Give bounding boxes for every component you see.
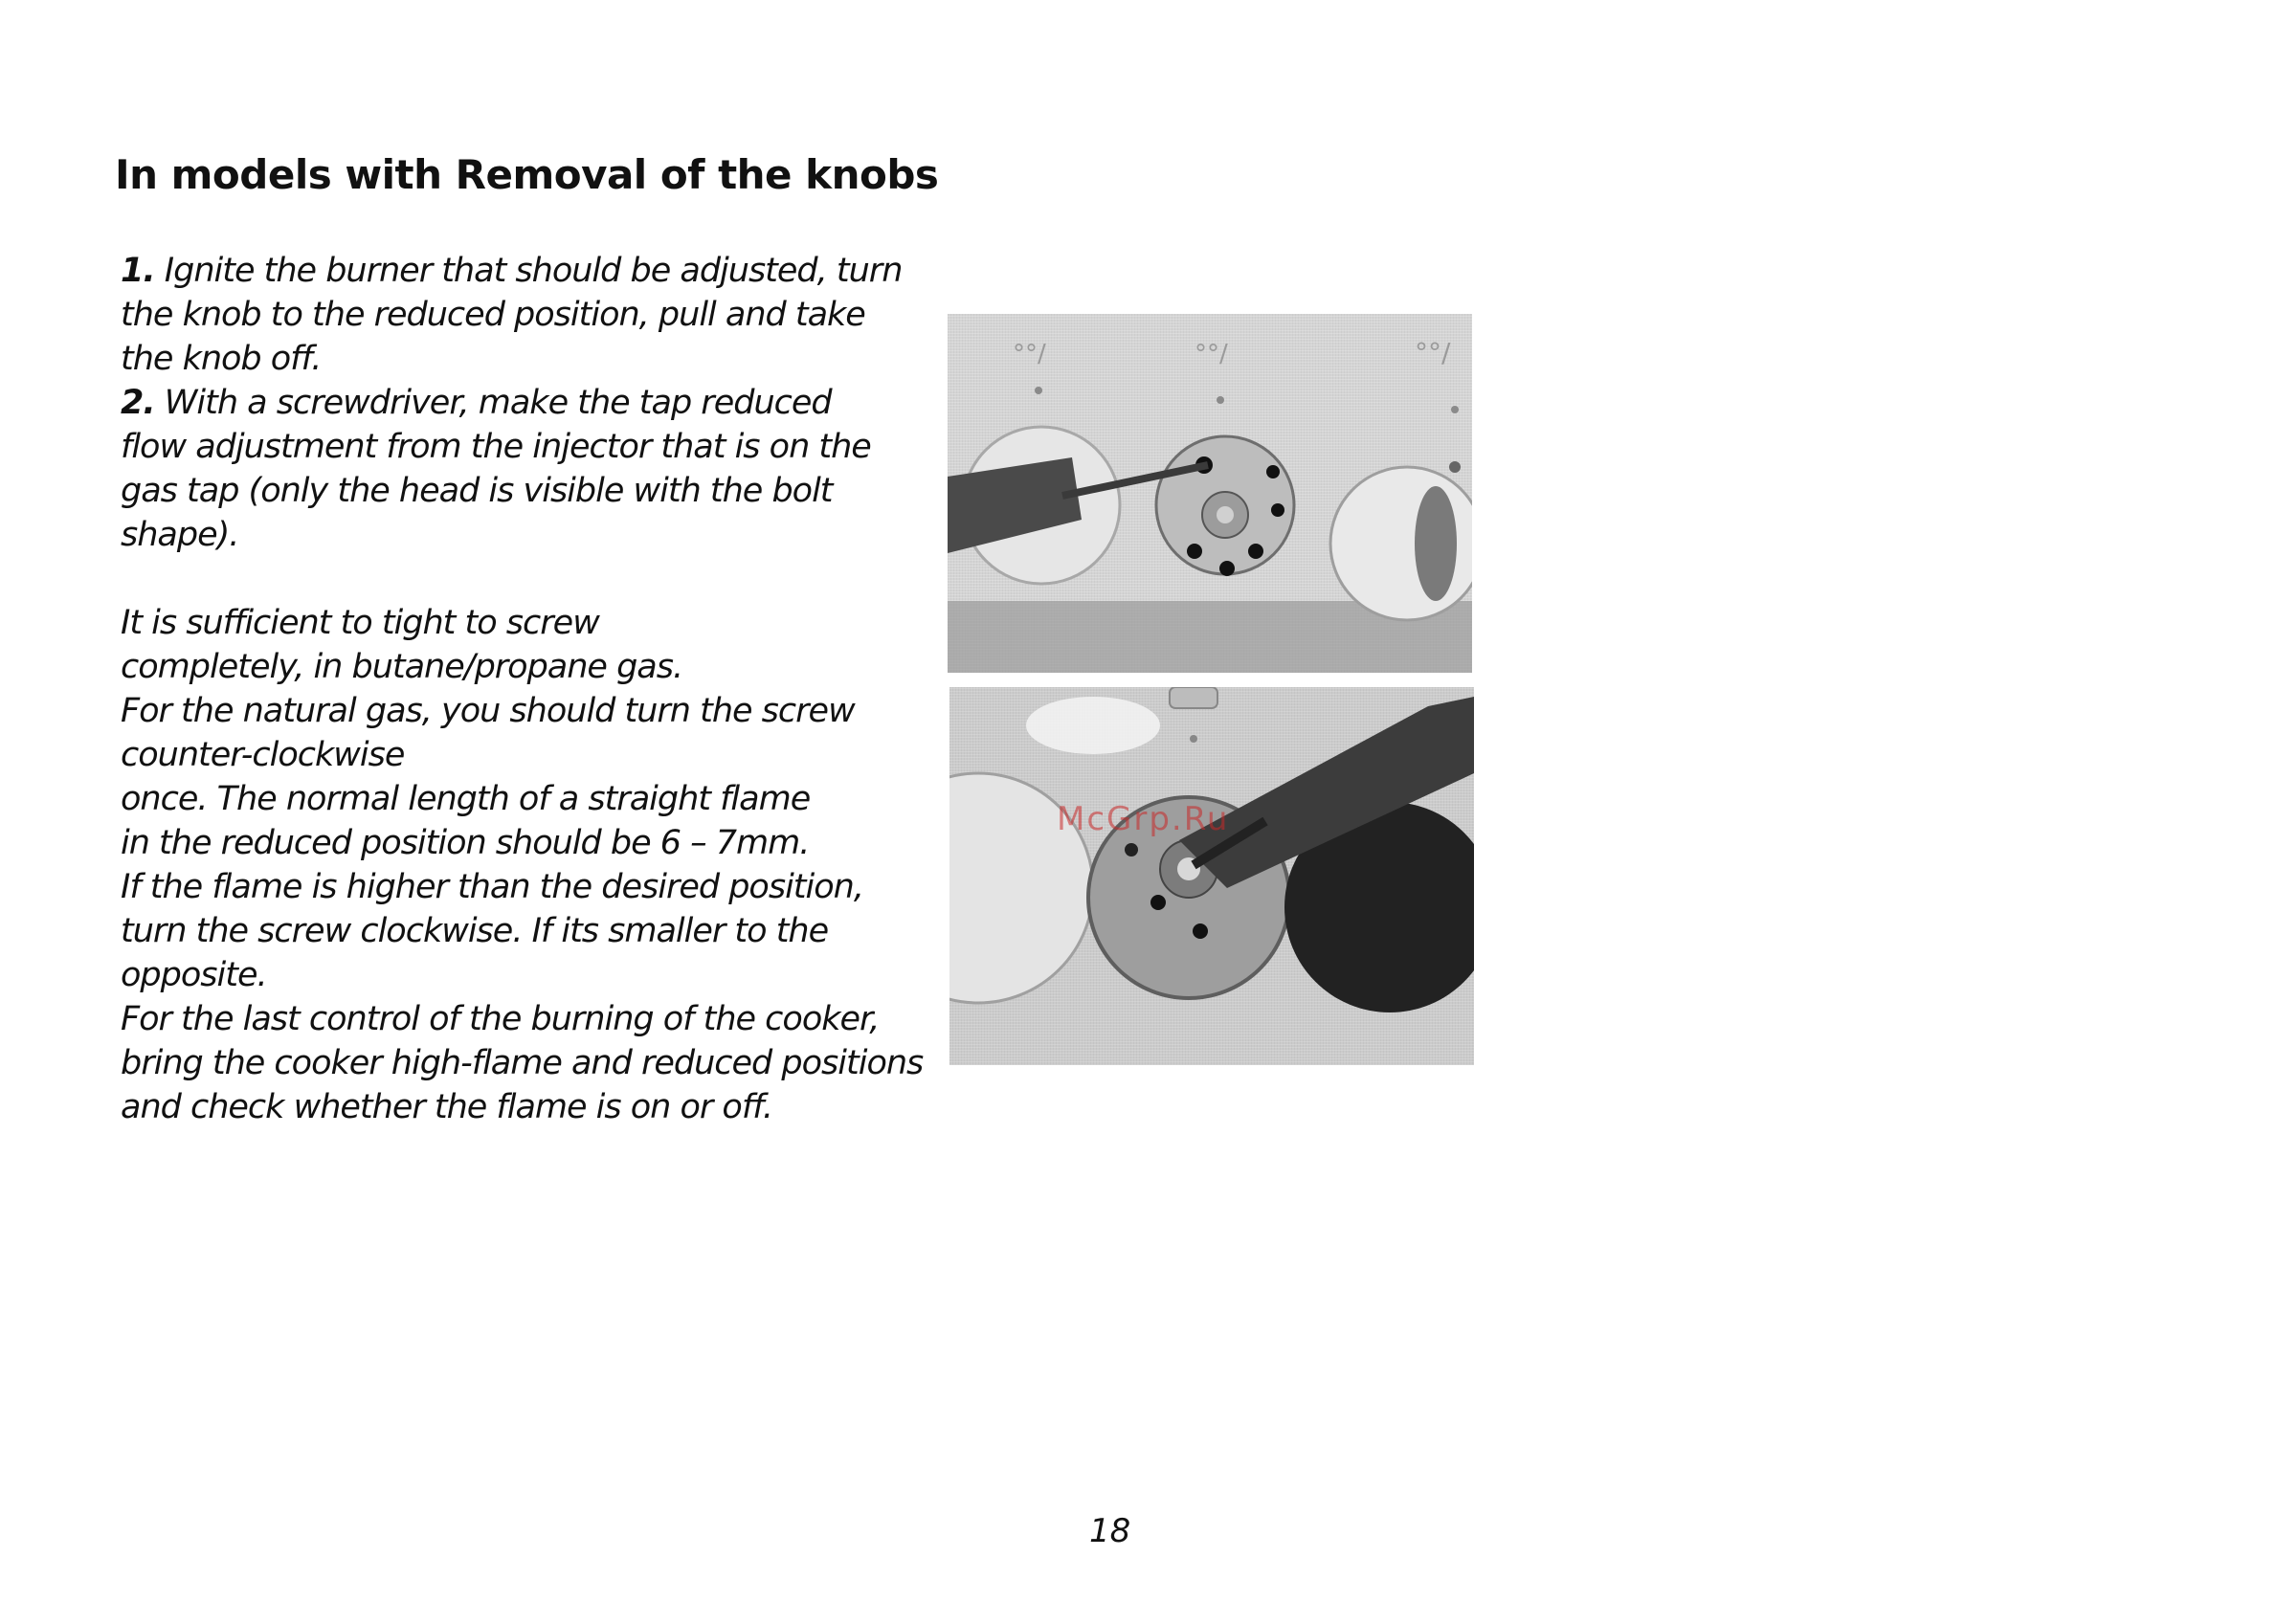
note-line: and check whether the flame is on or off.: [121, 1088, 772, 1126]
note-line: turn the screw clockwise. If its smaller to the: [121, 912, 829, 950]
note-line: completely, in butane/propane gas.: [121, 648, 683, 686]
step-1-line: the knob to the reduced position, pull and take: [121, 296, 865, 334]
note-line: For the last control of the burning of the cooker,: [121, 1000, 880, 1038]
note-line: For the natural gas, you should turn the screw: [121, 692, 855, 730]
page-number: 18: [1089, 1512, 1131, 1550]
step-2-line: 2. With a screwdriver, make the tap reduced: [121, 384, 832, 422]
paragraph-gap: [121, 557, 886, 601]
note-line: once. The normal length of a straight flame: [121, 780, 811, 818]
note-line: in the reduced position should be 6 – 7mm.: [121, 824, 810, 862]
note-line: bring the cooker high-flame and reduced positions: [121, 1044, 924, 1082]
note-line: It is sufficient to tight to screw: [121, 604, 599, 642]
step-2-line: shape).: [121, 516, 239, 554]
step-2-line: flow adjustment from the injector that is on the: [121, 428, 871, 466]
knob-removal-illustration: [948, 314, 1472, 673]
page-heading: In models with Removal of the knobs: [115, 151, 939, 198]
svg-text:°°/: °°/: [1195, 340, 1228, 368]
step-2-line: gas tap (only the head is visible with the bolt: [121, 472, 833, 510]
step-1-line: the knob off.: [121, 340, 322, 378]
svg-text:°°/: °°/: [1013, 340, 1046, 368]
step-2-number: 2.: [121, 384, 155, 422]
watermark: McGrp.Ru: [1057, 800, 1230, 838]
note-line: counter-clockwise: [121, 736, 405, 774]
step-1-line: 1. Ignite the burner that should be adjusted, turn: [121, 252, 903, 290]
screw-adjustment-photo: [949, 687, 1474, 1065]
instructions-text: [121, 249, 924, 1129]
svg-text:°°/: °°/: [1415, 337, 1451, 368]
step-1-number: 1.: [121, 252, 155, 290]
knob-removal-photo: [948, 314, 1472, 673]
screw-adjustment-illustration: [949, 687, 1474, 1065]
note-line: If the flame is higher than the desired position,: [121, 868, 863, 906]
note-line: opposite.: [121, 956, 267, 994]
